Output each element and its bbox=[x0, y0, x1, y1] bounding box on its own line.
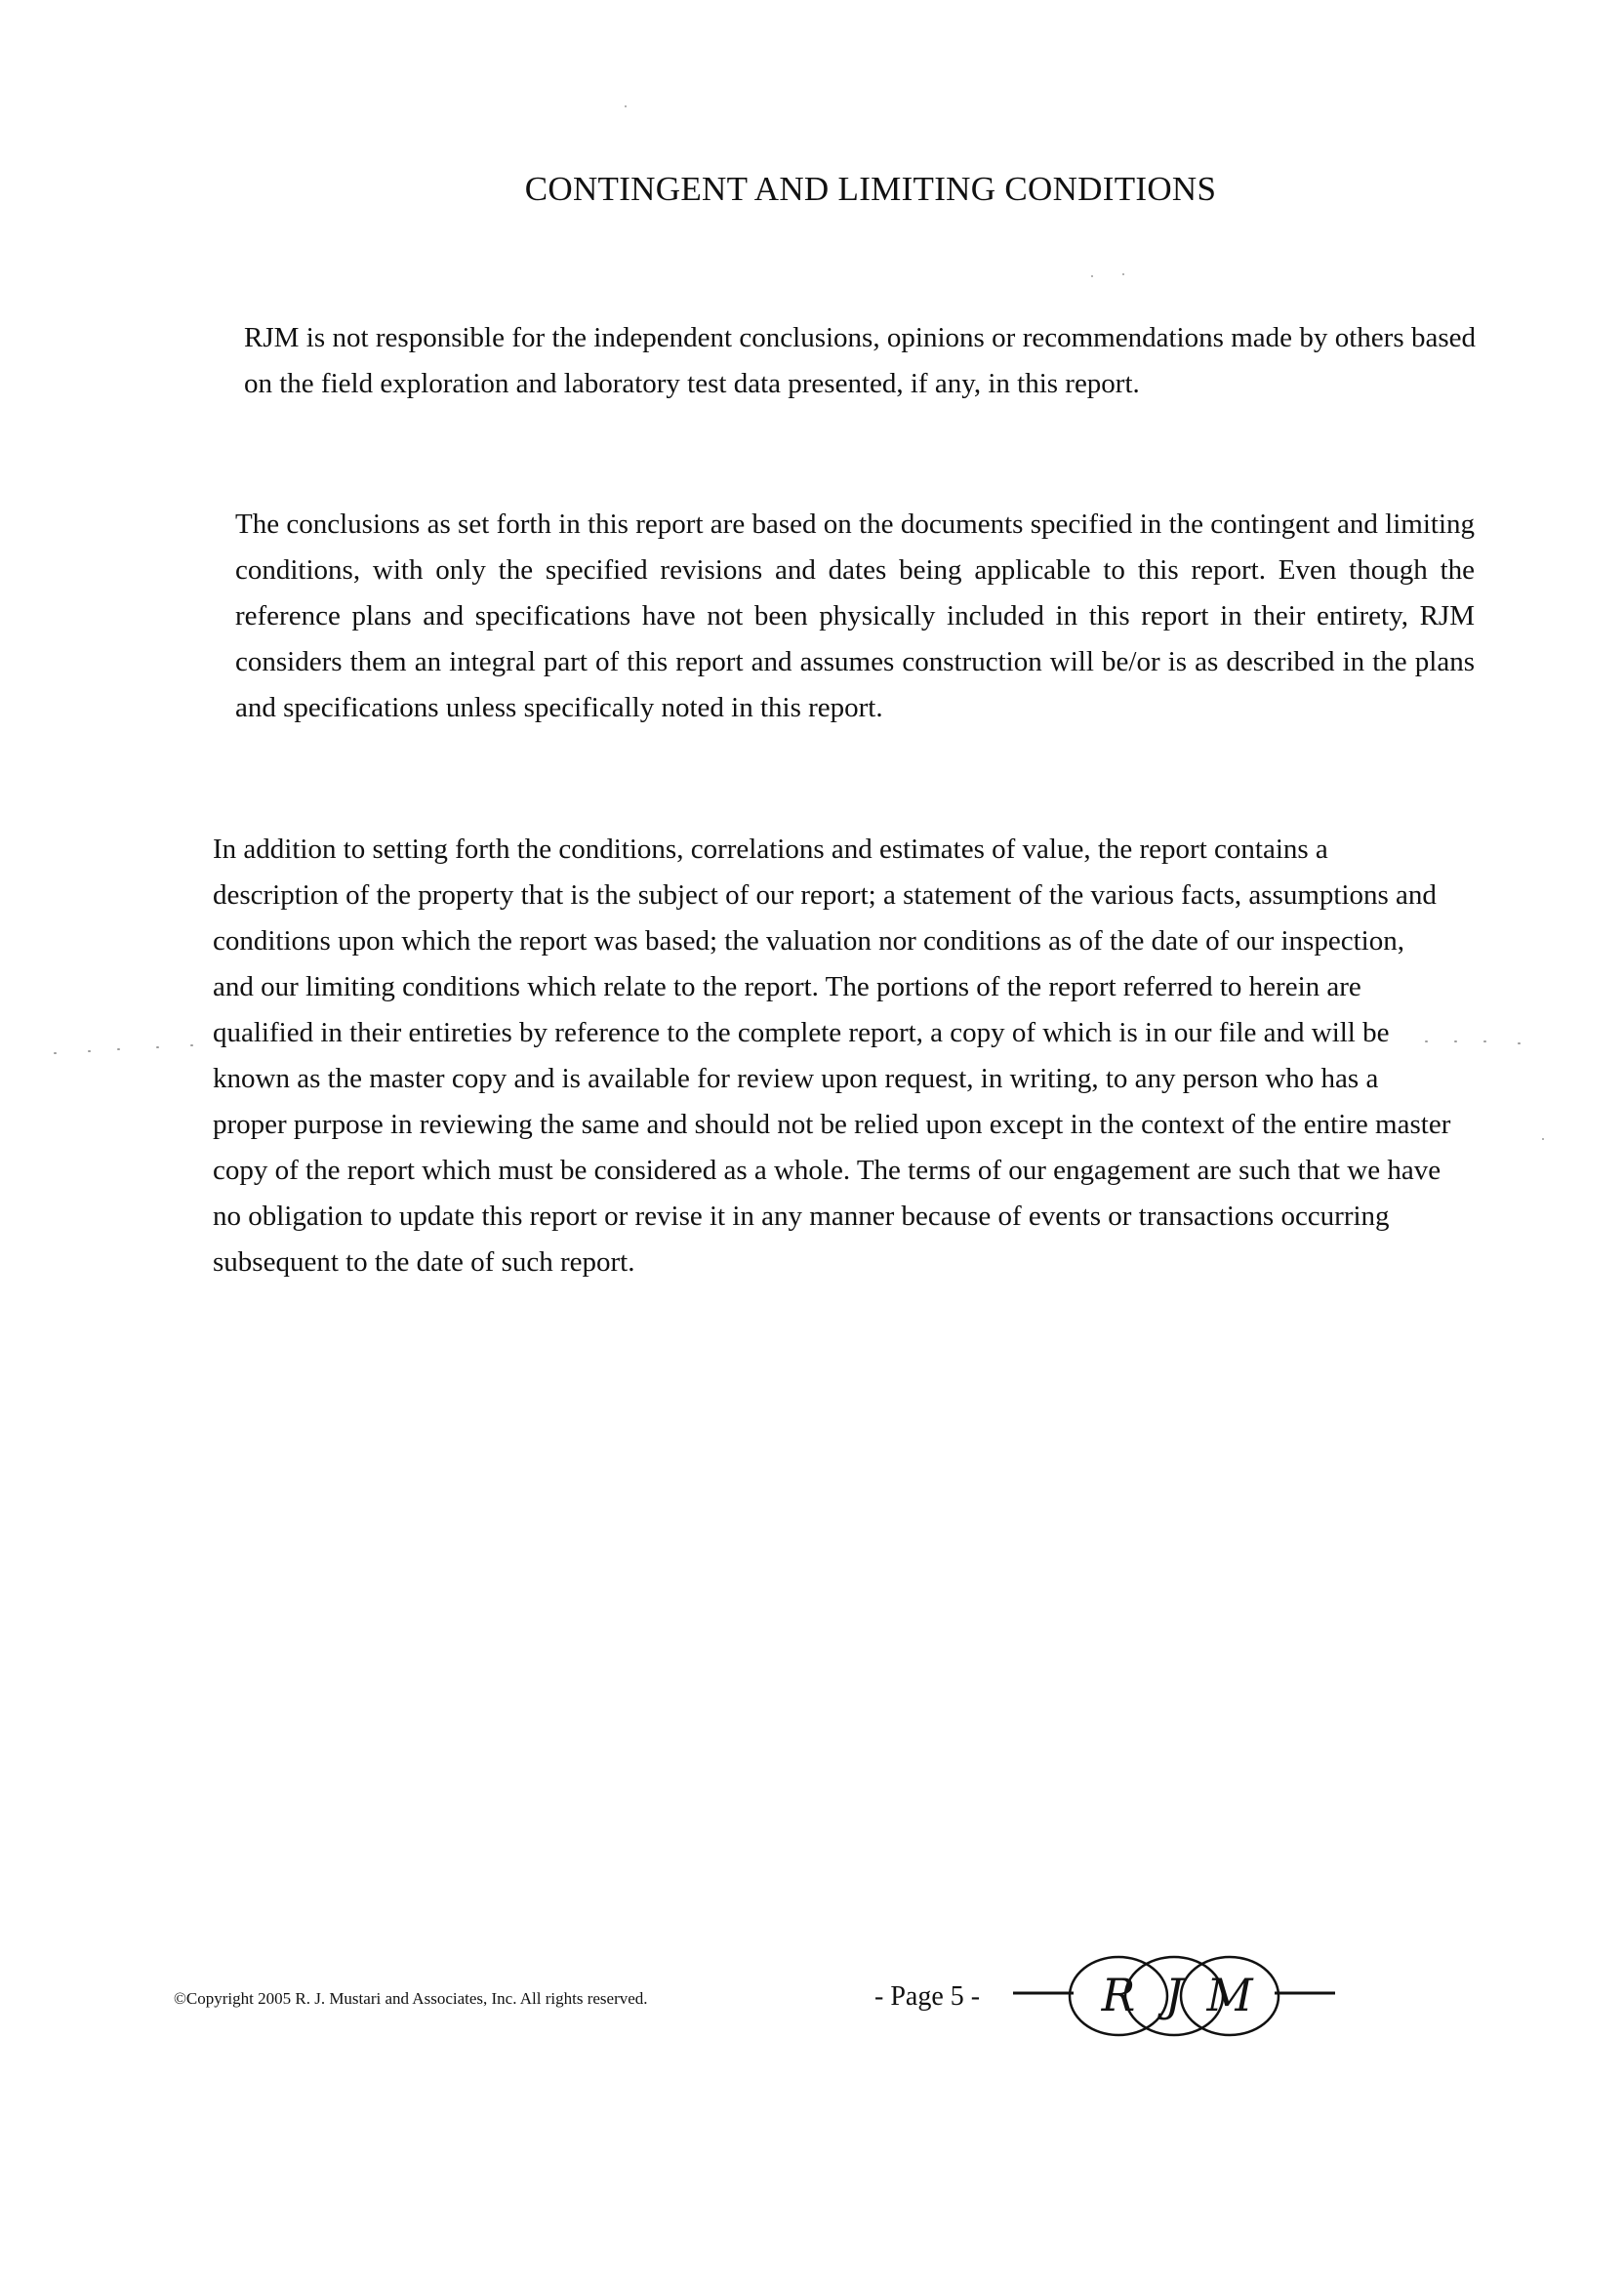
scan-artifact bbox=[1518, 1042, 1521, 1044]
copyright-notice: ©Copyright 2005 R. J. Mustari and Associates, Inc. All rights reserved. bbox=[174, 1989, 648, 2008]
scan-artifact bbox=[54, 1052, 57, 1054]
scan-artifact bbox=[117, 1048, 120, 1050]
paragraph-report-contents: In addition to setting forth the conditions, correlations and estimates of value, the report contains a description of the property that is the subject of our report; a statement of the various facts, assumptions and conditions upon which the report was based; the valuation nor conditions as of the date of our inspection, and our limiting conditions which relate to the report. The portions of the report referred to herein are qualified in their entireties by reference to the complete report, a copy of which is in our file and will be known as the master copy and is available for review upon request, in writing, to any person who has a proper purpose in reviewing the same and should not be relied upon except in the context of the entire master copy of the report which must be considered as a whole. The terms of our engagement are such that we have no obligation to update this report or revise it in any manner because of events or transactions occurring subsequent to the date of such report. bbox=[213, 834, 1451, 1278]
page-footer bbox=[174, 1952, 1442, 2040]
svg-text:J: J bbox=[1164, 1969, 1184, 2021]
scan-artifact bbox=[1425, 1040, 1428, 1042]
scan-artifact bbox=[190, 1044, 193, 1046]
scan-artifact bbox=[156, 1046, 159, 1048]
svg-text:R: R bbox=[1101, 1969, 1136, 2021]
scan-artifact bbox=[1122, 273, 1124, 275]
paragraph-responsibility: RJM is not responsible for the independent conclusions, opinions or recommendations made by others based on the field exploration and laboratory test data presented, if any, in this report. bbox=[244, 322, 1476, 399]
paragraph-conclusions: The conclusions as set forth in this report are based on the documents specified in the contingent and limiting conditions, with only the specified revisions and dates being applicable to this report. Even though the reference plans and specifications have not been physically included in this report in their entirety, RJM considers them an integral part of this report and assumes construction will be/or is as described in the plans and specifications unless specifically noted in this report. bbox=[235, 509, 1475, 723]
scan-artifact bbox=[625, 105, 627, 107]
scan-artifact bbox=[1542, 1138, 1544, 1140]
scan-artifact bbox=[1454, 1040, 1457, 1042]
page-title: CONTINGENT AND LIMITING CONDITIONS bbox=[524, 170, 1217, 208]
scan-artifact bbox=[1091, 275, 1093, 277]
svg-text:M: M bbox=[1206, 1969, 1253, 2021]
rjm-logo-icon bbox=[1013, 1952, 1335, 2040]
scan-artifact bbox=[88, 1050, 91, 1052]
scan-artifact bbox=[1483, 1040, 1486, 1042]
page-number: - Page 5 - bbox=[874, 1981, 981, 2012]
